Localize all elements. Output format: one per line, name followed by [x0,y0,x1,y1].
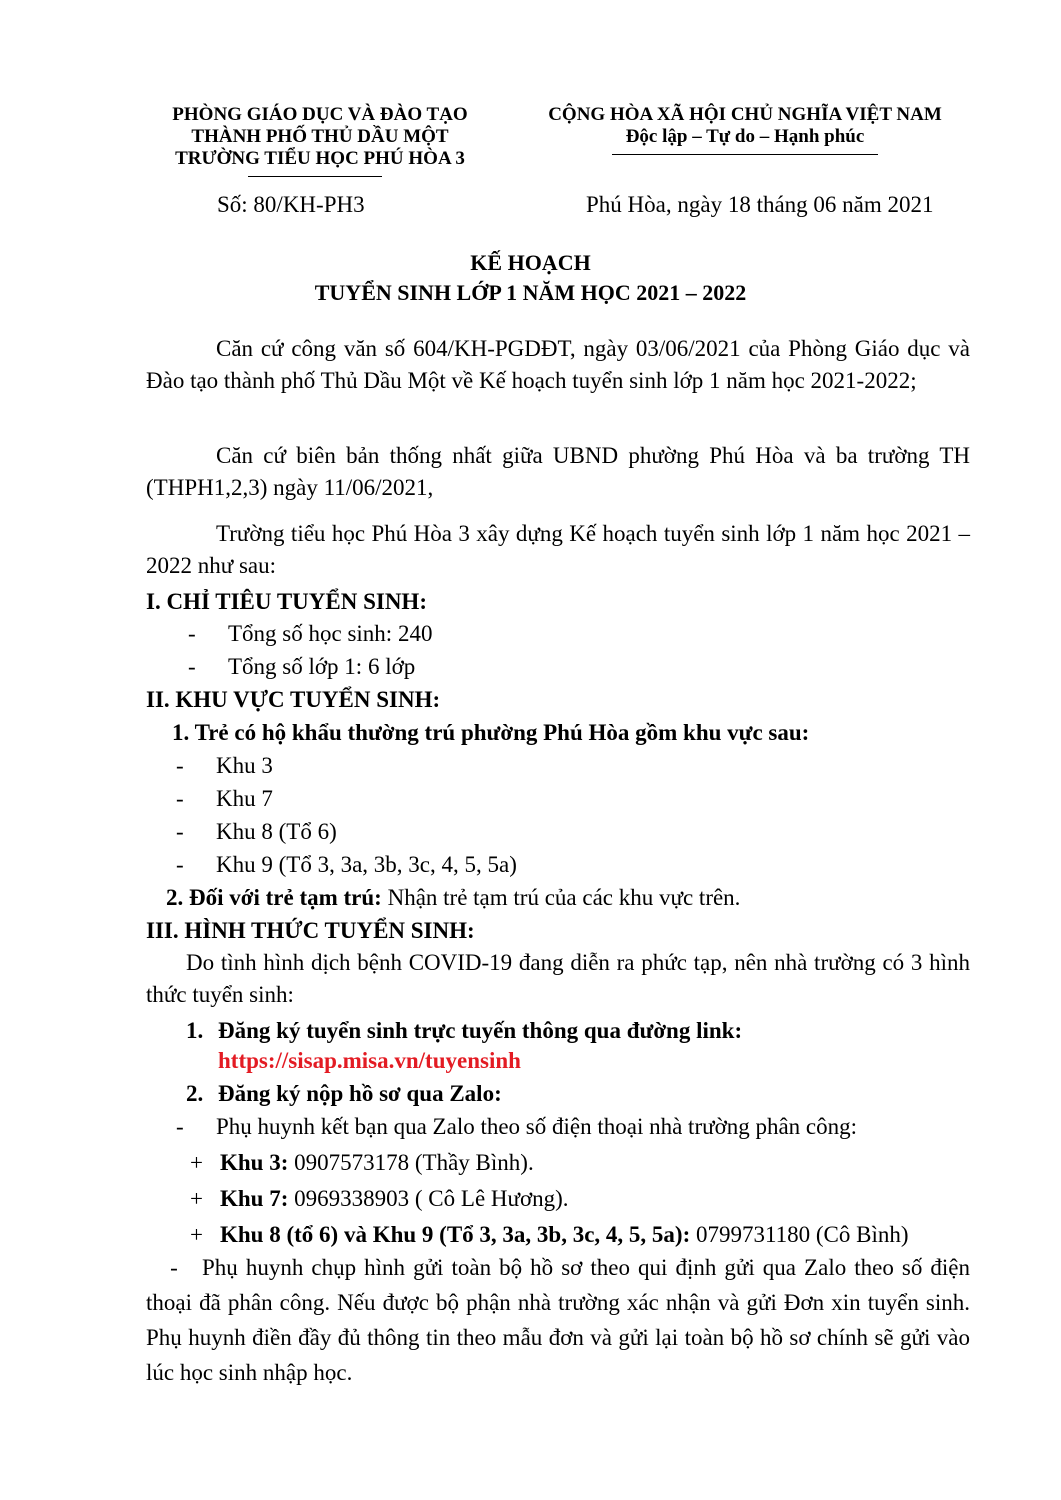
section-3-paragraph: Do tình hình dịch bệnh COVID-19 đang diễn ra phức tạp, nên nhà trường có 3 hình thức tuyển sinh: [146,950,970,1007]
header-left-line-2: THÀNH PHỐ THỦ DẦU MỘT [191,126,449,147]
registration-link[interactable]: https://sisap.misa.vn/tuyensinh [218,1048,521,1073]
contact-item: + Khu 8 (tổ 6) và Khu 9 (Tổ 3, 3a, 3b, 3c, 4, 5, 5a): 0799731180 (Cô Bình) [190,1222,909,1247]
header-left-line-1: PHÒNG GIÁO DỤC VÀ ĐÀO TẠO [172,104,468,125]
zalo-intro: - Phụ huynh kết bạn qua Zalo theo số điện thoại nhà trường phân công: [176,1114,858,1139]
list-item: - Khu 8 (Tổ 6) [176,819,337,844]
list-item: - Khu 3 [176,753,273,778]
section-1-heading: I. CHỈ TIÊU TUYỂN SINH: [146,589,427,614]
section-2-heading: II. KHU VỰC TUYỂN SINH: [146,687,441,712]
closing-paragraph: - Phụ huynh chụp hình gửi toàn bộ hồ sơ theo qui định gửi qua Zalo theo số điện thoại đã phân công. Nếu được bộ phận nhà trường xác nhận và gửi Đơn xin tuyển sinh. Phụ huynh điền đầy đủ thông tin theo mẫu đơn và gửi lại toàn bộ hồ sơ chính sẽ gửi vào lúc học sinh nhập học. [146,1255,970,1385]
header-left [130,104,510,170]
header-left-underline [248,176,382,177]
header-right-underline [612,154,878,155]
list-item: - Tổng số học sinh: 240 [188,621,433,646]
header-left-line-3: TRƯỜNG TIỂU HỌC PHÚ HÒA 3 [175,148,465,169]
document-number: Số: 80/KH-PH3 [217,192,365,217]
title-line-2: TUYỂN SINH LỚP 1 NĂM HỌC 2021 – 2022 [314,280,747,305]
section-3-heading: III. HÌNH THỨC TUYỂN SINH: [146,918,475,943]
method-2: 2. Đăng ký nộp hồ sơ qua Zalo: [186,1081,502,1106]
list-item: - Tổng số lớp 1: 6 lớp [188,654,416,679]
title-line-1: KẾ HOẠCH [470,250,591,275]
intro-paragraph-2: Căn cứ biên bản thống nhất giữa UBND phường Phú Hòa và ba trường TH (THPH1,2,3) ngày 11/06/2021, [146,443,970,500]
list-item: - Khu 7 [176,786,273,811]
section-2-subheading-1: 1. Trẻ có hộ khẩu thường trú phường Phú Hòa gồm khu vực sau: [172,720,810,745]
intro-paragraph-3: Trường tiểu học Phú Hòa 3 xây dựng Kế hoạch tuyển sinh lớp 1 năm học 2021 – 2022 như sau: [146,521,970,578]
header-right [518,104,972,148]
document-title [0,248,1061,308]
national-title: CỘNG HÒA XÃ HỘI CHỦ NGHĨA VIỆT NAM [548,104,942,125]
national-motto: Độc lập – Tự do – Hạnh phúc [625,126,865,147]
method-1: 1. Đăng ký tuyển sinh trực tuyến thông qua đường link: [186,1018,743,1043]
section-2-subheading-2: 2. Đối với trẻ tạm trú: Nhận trẻ tạm trú của các khu vực trên. [166,885,741,910]
intro-paragraph-1: Căn cứ công văn số 604/KH-PGDĐT, ngày 03/06/2021 của Phòng Giáo dục và Đào tạo thành phố Thủ Dầu Một về Kế hoạch tuyển sinh lớp 1 năm học 2021-2022; [146,336,970,393]
place-date: Phú Hòa, ngày 18 tháng 06 năm 2021 [586,192,934,217]
list-item: - Khu 9 (Tổ 3, 3a, 3b, 3c, 4, 5, 5a) [176,852,517,877]
contact-item: + Khu 7: 0969338903 ( Cô Lê Hương). [190,1186,569,1211]
contact-item: + Khu 3: 0907573178 (Thầy Bình). [190,1150,534,1175]
